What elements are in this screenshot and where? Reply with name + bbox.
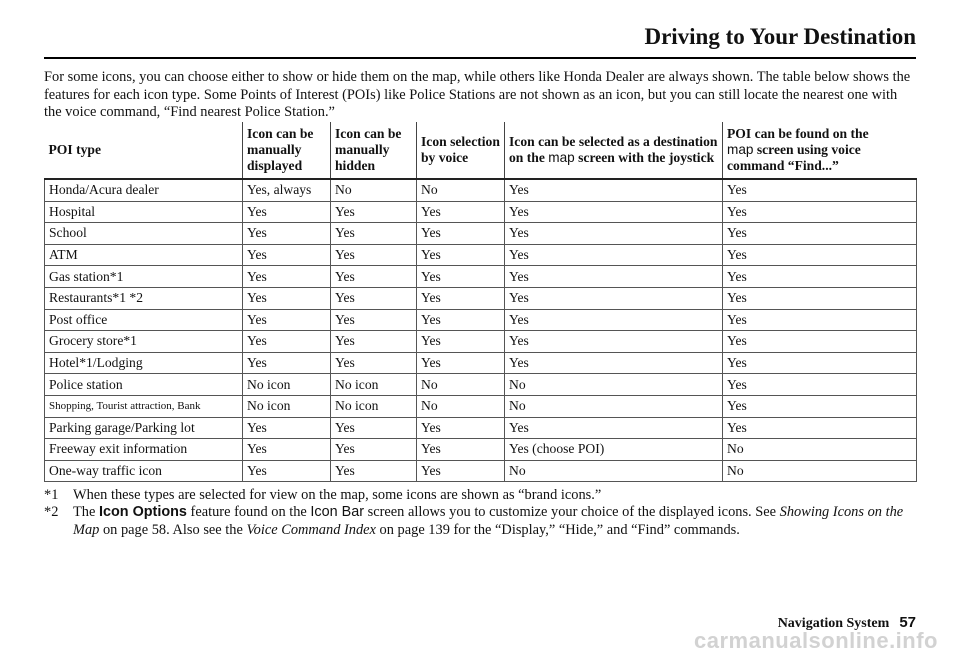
cell-manually-displayed: Yes, always <box>243 179 331 201</box>
cell-poi-type: School <box>45 223 243 245</box>
cell-manually-hidden: Yes <box>331 266 417 288</box>
cell-manually-displayed: Yes <box>243 223 331 245</box>
table-row <box>45 352 917 374</box>
table-row <box>45 439 917 461</box>
cell-manually-hidden: Yes <box>331 331 417 353</box>
table-row <box>45 266 917 288</box>
cell-manually-displayed: Yes <box>243 331 331 353</box>
table-row <box>45 179 917 201</box>
cell-joystick-selection: Yes <box>505 266 723 288</box>
cell-voice-selection: No <box>417 374 505 396</box>
cell-manually-displayed: Yes <box>243 201 331 223</box>
cell-poi-type: Police station <box>45 374 243 396</box>
voice-command-index-reference: Voice Command Index <box>246 521 376 538</box>
cell-poi-type: ATM <box>45 244 243 266</box>
cell-joystick-selection: Yes (choose POI) <box>505 439 723 461</box>
cell-voice-selection: Yes <box>417 331 505 353</box>
watermark: carmanualsonline.info <box>694 628 938 653</box>
cell-poi-type: Hotel*1/Lodging <box>45 352 243 374</box>
cell-manually-displayed: No icon <box>243 374 331 396</box>
cell-voice-selection: Yes <box>417 287 505 309</box>
cell-voice-find: Yes <box>723 244 917 266</box>
title-rule <box>44 57 916 59</box>
cell-voice-find: Yes <box>723 352 917 374</box>
cell-poi-type: Freeway exit information <box>45 439 243 461</box>
table-row <box>45 309 917 331</box>
cell-voice-selection: Yes <box>417 417 505 439</box>
cell-joystick-selection: Yes <box>505 244 723 266</box>
footer-section-name: Navigation System <box>777 616 890 631</box>
cell-voice-selection: No <box>417 395 505 417</box>
cell-poi-type: Gas station*1 <box>45 266 243 288</box>
cell-joystick-selection: Yes <box>505 309 723 331</box>
header-voice-selection: Icon selection by voice <box>417 122 505 179</box>
cell-manually-displayed: Yes <box>243 266 331 288</box>
cell-poi-type: Restaurants*1 *2 <box>45 287 243 309</box>
footnote-1-marker: *1 <box>44 487 59 503</box>
cell-joystick-selection: Yes <box>505 352 723 374</box>
cell-voice-find: No <box>723 439 917 461</box>
cell-voice-selection: Yes <box>417 201 505 223</box>
table-row <box>45 374 917 396</box>
cell-manually-hidden: Yes <box>331 460 417 482</box>
cell-joystick-selection: Yes <box>505 223 723 245</box>
footnote-2-text: The Icon Options feature found on the Icon Bar screen allows you to customize your choice of the displayed icons. See Showing Icons on the Map on page 58. Also see the Voice Command Index on page 139 for the “Display,” “Hide,” and “Find” commands. <box>73 504 904 538</box>
cell-voice-find: Yes <box>723 179 917 201</box>
cell-voice-find: Yes <box>723 374 917 396</box>
cell-poi-type: Post office <box>45 309 243 331</box>
cell-voice-find: Yes <box>723 309 917 331</box>
cell-poi-type: Grocery store*1 <box>45 331 243 353</box>
cell-manually-hidden: Yes <box>331 287 417 309</box>
footnote-1-text: When these types are selected for view on the map, some icons are shown as “brand icons.” <box>73 487 602 503</box>
table-row <box>45 287 917 309</box>
table-header-row <box>45 122 917 179</box>
cell-manually-hidden: Yes <box>331 201 417 223</box>
cell-manually-hidden: Yes <box>331 223 417 245</box>
cell-manually-displayed: No icon <box>243 395 331 417</box>
cell-voice-find: Yes <box>723 331 917 353</box>
cell-manually-displayed: Yes <box>243 417 331 439</box>
cell-joystick-selection: Yes <box>505 417 723 439</box>
cell-voice-find: No <box>723 460 917 482</box>
cell-joystick-selection: No <box>505 374 723 396</box>
header-poi-type: POI type <box>48 142 101 157</box>
cell-manually-displayed: Yes <box>243 244 331 266</box>
cell-manually-hidden: No <box>331 179 417 201</box>
poi-feature-table <box>44 122 917 482</box>
table-row <box>45 244 917 266</box>
cell-voice-find: Yes <box>723 395 917 417</box>
cell-voice-find: Yes <box>723 287 917 309</box>
cell-manually-displayed: Yes <box>243 352 331 374</box>
showing-icons-reference: Showing Icons on the Map <box>73 504 904 538</box>
footnote-2-marker: *2 <box>44 504 59 520</box>
cell-voice-selection: Yes <box>417 309 505 331</box>
table-row <box>45 460 917 482</box>
cell-poi-type: Shopping, Tourist attraction, Bank <box>45 395 243 417</box>
footnote-2 <box>44 504 916 539</box>
page-title: Driving to Your Destination <box>644 24 916 49</box>
cell-voice-selection: Yes <box>417 223 505 245</box>
cell-manually-hidden: Yes <box>331 352 417 374</box>
cell-voice-selection: No <box>417 179 505 201</box>
header-joystick-selection: Icon can be selected as a destination on the map screen with the joystick <box>505 122 723 179</box>
table-row <box>45 223 917 245</box>
header-manually-displayed: Icon can be manually displayed <box>243 122 331 179</box>
cell-joystick-selection: No <box>505 460 723 482</box>
cell-poi-type: One-way traffic icon <box>45 460 243 482</box>
cell-joystick-selection: No <box>505 395 723 417</box>
cell-manually-hidden: Yes <box>331 309 417 331</box>
table-row <box>45 417 917 439</box>
page-number: 57 <box>899 614 916 631</box>
cell-joystick-selection: Yes <box>505 287 723 309</box>
cell-joystick-selection: Yes <box>505 179 723 201</box>
table-row <box>45 331 917 353</box>
cell-voice-selection: Yes <box>417 352 505 374</box>
cell-manually-hidden: No icon <box>331 374 417 396</box>
cell-manually-displayed: Yes <box>243 287 331 309</box>
footnote-1 <box>44 487 916 505</box>
cell-poi-type: Hospital <box>45 201 243 223</box>
cell-voice-find: Yes <box>723 266 917 288</box>
cell-poi-type: Honda/Acura dealer <box>45 179 243 201</box>
cell-manually-hidden: No icon <box>331 395 417 417</box>
cell-manually-hidden: Yes <box>331 244 417 266</box>
icon-options-label: Icon Options <box>98 504 187 520</box>
cell-voice-find: Yes <box>723 417 917 439</box>
cell-manually-hidden: Yes <box>331 417 417 439</box>
cell-voice-selection: Yes <box>417 266 505 288</box>
cell-voice-find: Yes <box>723 201 917 223</box>
cell-voice-selection: Yes <box>417 460 505 482</box>
cell-joystick-selection: Yes <box>505 331 723 353</box>
icon-bar-label: Icon Bar <box>310 504 365 520</box>
table-row <box>45 201 917 223</box>
cell-voice-find: Yes <box>723 223 917 245</box>
cell-poi-type: Parking garage/Parking lot <box>45 417 243 439</box>
cell-joystick-selection: Yes <box>505 201 723 223</box>
cell-voice-selection: Yes <box>417 244 505 266</box>
cell-manually-displayed: Yes <box>243 309 331 331</box>
cell-manually-displayed: Yes <box>243 460 331 482</box>
table-row <box>45 395 917 417</box>
cell-voice-selection: Yes <box>417 439 505 461</box>
intro-paragraph: For some icons, you can choose either to show or hide them on the map, while others like Honda Dealer are always shown. The table below shows the features for each icon type. Some Points of Interest (POIs) like Police Stations are not shown as an icon, but you can still locate the nearest one with the voice command, “Find nearest Police Station.” <box>44 69 911 120</box>
header-manually-hidden: Icon can be manually hidden <box>331 122 417 179</box>
cell-manually-hidden: Yes <box>331 439 417 461</box>
header-voice-find: POI can be found on the map screen using voice command “Find...” <box>723 122 917 179</box>
cell-manually-displayed: Yes <box>243 439 331 461</box>
